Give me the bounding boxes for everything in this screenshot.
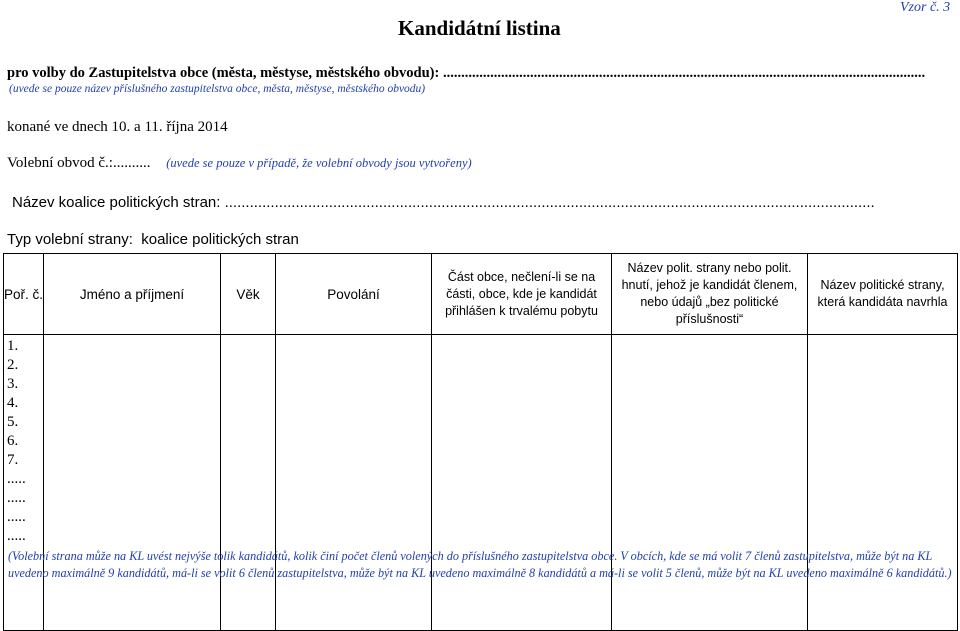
row-number: 1.	[7, 338, 19, 354]
row-number: .....	[7, 471, 26, 487]
election-date: konané ve dnech 10. a 11. října 2014	[7, 119, 228, 135]
row-number: 3.	[7, 376, 19, 392]
row-number: 7.	[7, 452, 19, 468]
row-number: .....	[7, 509, 26, 525]
nominating-party-cell[interactable]	[808, 335, 958, 631]
district-label: Volební obvod č.:	[7, 155, 113, 171]
party-type-line	[7, 231, 299, 248]
table-body-row	[4, 335, 958, 631]
district-line	[7, 155, 472, 172]
district-dots: ..........	[112, 155, 151, 171]
district-note: (uvede se pouze v případě, že volební obvody jsou vytvořeny)	[166, 156, 472, 170]
occupation-cell[interactable]	[276, 335, 432, 631]
row-numbers	[4, 253, 26, 546]
age-cell[interactable]	[221, 335, 276, 631]
header-party-membership: Název polit. strany nebo polit. hnutí, jehož je kandidát členem, nebo údajů „bez politické příslušnosti“	[612, 254, 808, 335]
footer-note: (Volební strana může na KL uvést nejvýše tolik kandidátů, kolik činí počet členů volených do příslušného zastupitelstva obce. V obcích, kde se má volit 7 členů zastupitelstva, může být na KL uvedeno maximálně 9 kandidátů, má-li se volit 6 členů zastupitelstva, může být na KL uvedeno maximálně 8 kandidátů a má-li se volit 5 členů, může být na KL uvedeno maximálně 6 kandidátů.)	[8, 549, 952, 580]
header-nominating-party: Název politické strany, která kandidáta navrhla	[808, 254, 958, 335]
form-number: Vzor č. 3	[900, 0, 951, 15]
header-age: Věk	[221, 254, 276, 335]
row-number: 4.	[7, 395, 19, 411]
party-membership-cell[interactable]	[612, 335, 808, 631]
header-occupation: Povolání	[276, 254, 432, 335]
row-number: 6.	[7, 433, 19, 449]
party-type-value: koalice politických stran	[141, 231, 299, 248]
name-cell[interactable]	[44, 335, 221, 631]
coalition-line	[12, 194, 875, 211]
coalition-dots: ............................................................................................................................................................	[224, 194, 875, 211]
row-number: .....	[7, 528, 26, 544]
party-type-label: Typ volební strany:	[7, 231, 133, 248]
row-number: 2.	[7, 357, 19, 373]
header-order: Poř. č.	[4, 254, 44, 335]
table-header-row	[4, 254, 958, 335]
election-line: pro volby do Zastupitelstva obce (města, městyse, městského obvodu): .....................................................................................................................................	[7, 65, 926, 81]
coalition-label: Název koalice politických stran:	[12, 194, 221, 211]
row-number: .....	[7, 490, 26, 506]
page-title: Kandidátní listina	[398, 16, 561, 40]
row-number: 5.	[7, 414, 19, 430]
header-name: Jméno a příjmení	[44, 254, 221, 335]
header-residence: Část obce, nečlení-li se na části, obce, kde je kandidát přihlášen k trvalému pobytu	[432, 254, 612, 335]
election-note: (uvede se pouze název příslušného zastupitelstva obce, města, městyse, městského obvodu)	[9, 83, 426, 95]
residence-cell[interactable]	[432, 335, 612, 631]
